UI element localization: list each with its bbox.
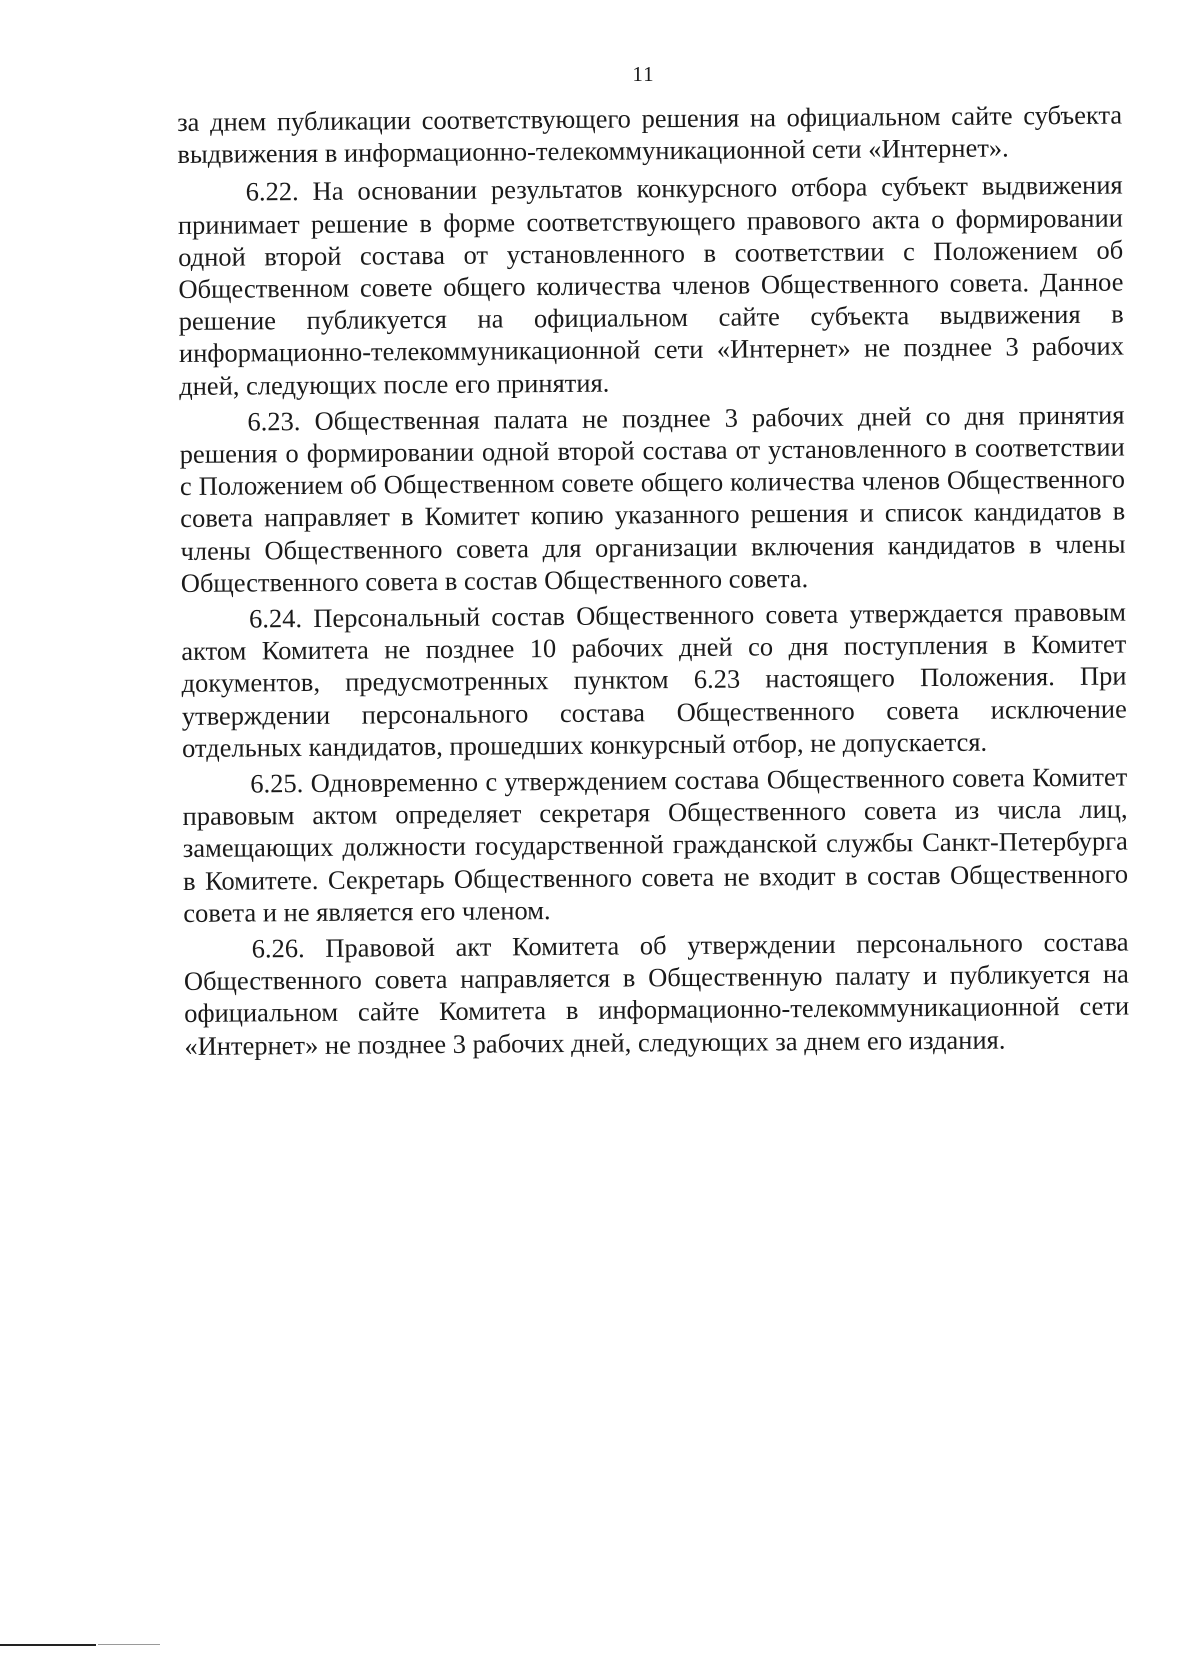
document-body (177, 99, 1130, 1066)
page-number: 11 (632, 62, 655, 86)
paragraph-6-24: 6.24. Персональный состав Общественного совета утверждается правовым актом Комитета не позднее 10 рабочих дней со дня поступления в Комитет документов, предусмотренных пунктом 6.23 настоящего Положения. При утверждении персонального состава Общественного совета исключение отдельных кандидатов, прошедших конкурсный отбор, не допускается. (181, 596, 1127, 763)
scan-edge-line-faint (98, 1644, 160, 1645)
paragraph-6-22: 6.22. На основании результатов конкурсного отбора субъект выдвижения принимает решение в форме соответствующего правового акта о формировании одной второй состава от установленного в соответствии с Положением об Общественном совете общего количества членов Общественного совета. Данное решение публикуется на официальном сайте субъекта выдвижения в информационно-телекоммуникационной сети «Интернет» не позднее 3 рабочих дней, следующих после его принятия. (177, 169, 1125, 401)
paragraph-6-23: 6.23. Общественная палата не позднее 3 рабочих дней со дня принятия решения о формировании одной второй состава от установленного в соответствии с Положением об Общественном совете общего количества членов Общественного совета направляет в Комитет копию указанного решения и список кандидатов в члены Общественного совета для организации включения кандидатов в члены Общественного совета в состав Общественного совета. (179, 399, 1126, 598)
scan-edge-line (0, 1644, 96, 1646)
paragraph-6-26: 6.26. Правовой акт Комитета об утверждении персонального состава Общественного совета направляется в Общественную палату и публикуется на официальном сайте Комитета в информационно-телекоммуникационной сети «Интернет» не позднее 3 рабочих дней, следующих за днем его издания. (183, 926, 1130, 1061)
paragraph-6-25: 6.25. Одновременно с утверждением состава Общественного совета Комитет правовым актом определяет секретаря Общественного совета из числа лиц, замещающих должности государственной гражданской службы Санкт-Петербурга в Комитете. Секретарь Общественного совета не входит в состав Общественного совета и не является его членом. (182, 761, 1129, 928)
paragraph-continuation: за днем публикации соответствующего решения на официальном сайте субъекта выдвижения в информационно-телекоммуникационной сети «Интернет». (177, 99, 1123, 170)
